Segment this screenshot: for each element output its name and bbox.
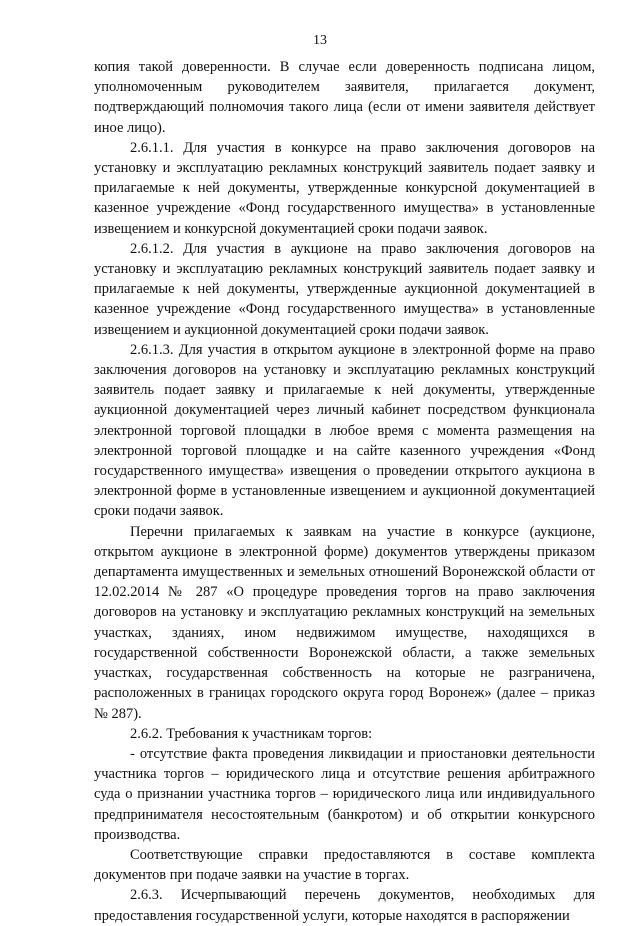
paragraph-2-6-1-2: 2.6.1.2. Для участия в аукционе на право заключения договоров на установку и эксплуатацию рекламных конструкций заявитель подает заявку и прилагаемые к ней документы, утвержденные аукционной документацией в казенное учреждение «Фонд государственного имущества» в установленные извещением и аукционной документацией сроки подачи заявок. <box>94 240 595 338</box>
paragraph-2-6-3: 2.6.3. Исчерпывающий перечень документов, необходимых для предоставления государственной услуги, которые находятся в распоряжении <box>94 887 595 924</box>
paragraph-2-6-1-3: 2.6.1.3. Для участия в открытом аукционе в электронной форме на право заключения договоров на установку и эксплуатацию рекламных конструкций заявитель подает заявку и прилагаемые к ней документы, утвержденные аукционной документацией через личный кабинет посредством функционала электронной торговой площадки в любое время с момента размещения на электронной торговой площадке и на сайте казенного учреждения «Фонд государственного имущества» извещения о проведении открытого аукциона в электронной форме в установленные извещением и аукционной документацией сроки подачи заявок. <box>94 341 595 520</box>
paragraph-requirement-item: - отсутствие факта проведения ликвидации и приостановки деятельности участника торгов – юридического лица и отсутствие решения арбитражного суда о признании участника торгов – юридического лица или индивидуального предпринимателя несостоятельным (банкротом) и об открытии конкурсного производства. <box>94 745 595 843</box>
page-number: 13 <box>313 33 327 48</box>
document-body <box>94 57 595 926</box>
paragraph-document-lists: Перечни прилагаемых к заявкам на участие в конкурсе (аукционе, открытом аукционе в электронной форме) документов утверждены приказом департамента имущественных и земельных отношений Воронежской области от 12.02.2014 № 287 «О процедуре проведения торгов на право заключения договоров на установку и эксплуатацию рекламных конструкций на земельных участках, зданиях, ином недвижимом имуществе, находящихся в государственной собственности Воронежской области, а также земельных участках, государственная собственность на которые не разграничена, расположенных в границах городского округа город Воронеж» (далее – приказ № 287). <box>94 523 595 722</box>
paragraph-2-6-2-heading: 2.6.2. Требования к участникам торгов: <box>130 725 373 742</box>
paragraph-certificates: Соответствующие справки предоставляются в составе комплекта документов при подаче заявки на участие в торгах. <box>94 846 595 884</box>
paragraph-power-of-attorney: копия такой доверенности. В случае если доверенность подписана лицом, уполномоченным руководителем заявителя, прилагается документ, подтверждающий полномочия такого лица (если от имени заявителя действует иное лицо). <box>94 59 595 136</box>
paragraph-2-6-1-1: 2.6.1.1. Для участия в конкурсе на право заключения договоров на установку и эксплуатацию рекламных конструкций заявитель подает заявку и прилагаемые к ней документы, утвержденные конкурсной документацией в казенное учреждение «Фонд государственного имущества» в установленные извещением и конкурсной документацией сроки подачи заявок. <box>94 139 595 237</box>
